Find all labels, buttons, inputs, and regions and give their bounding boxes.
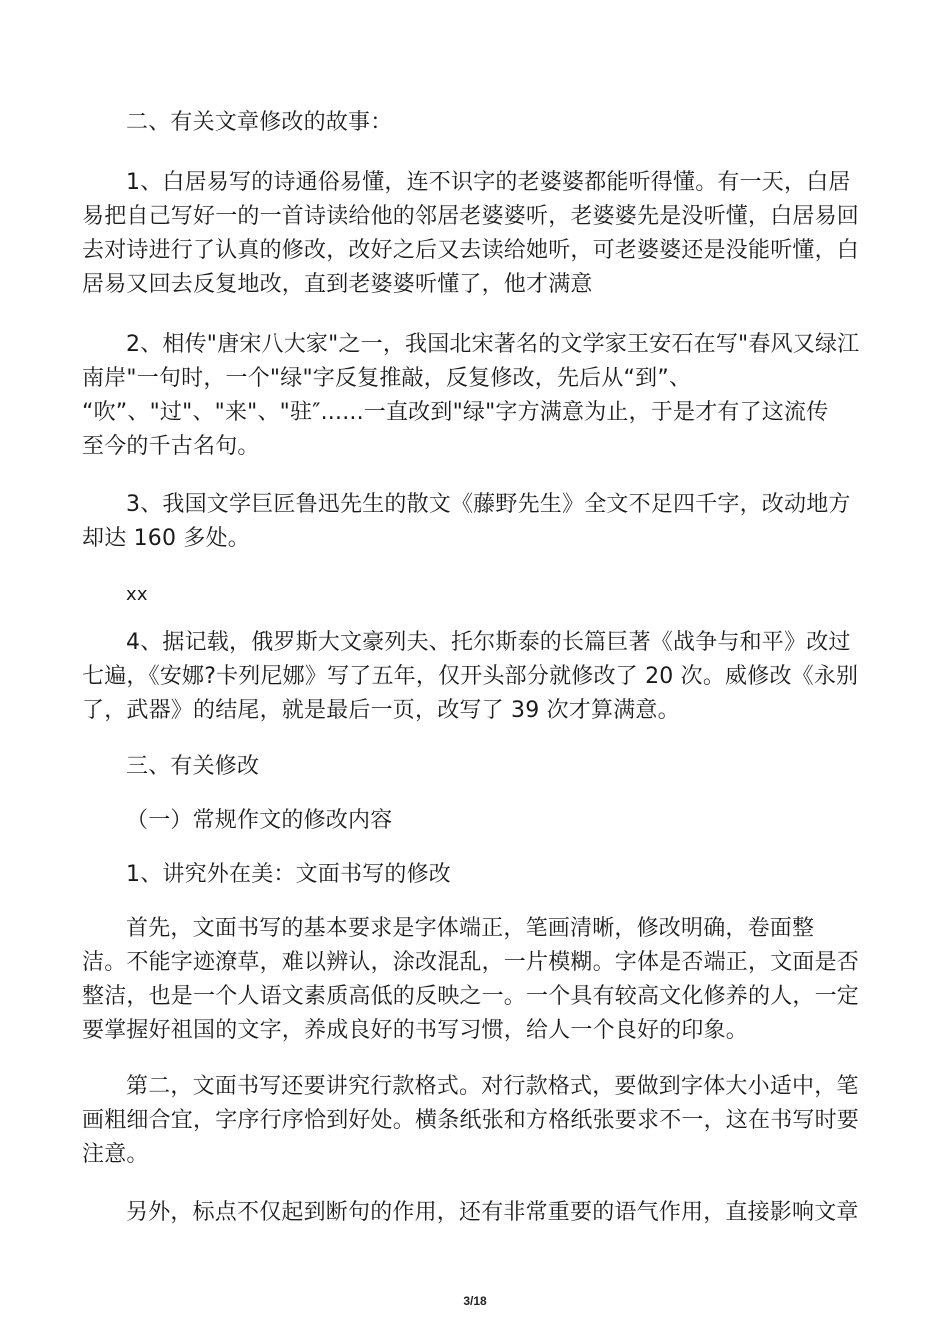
paragraph-line: 首先，文面书写的基本要求是字体端正，笔画清晰，修改明确，卷面整 <box>126 916 815 941</box>
paragraph-line: 注意。 <box>82 1142 149 1167</box>
paragraph-line: 1、白居易写的诗通俗易懂，连不识字的老婆婆都能听得懂。有一天，白居 <box>126 170 851 195</box>
paragraph-line: 4、据记载，俄罗斯大文豪列夫、托尔斯泰的长篇巨著《战争与和平》改过 <box>126 630 851 655</box>
page-number: 3/18 <box>463 1294 487 1308</box>
paragraph-line: 要掌握好祖国的文字，养成良好的书写习惯，给人一个良好的印象。 <box>82 1018 749 1043</box>
paragraph-line: 去对诗进行了认真的修改，改好之后又去读给她听，可老婆婆还是没能听懂，白 <box>82 238 860 263</box>
paragraph-line: 3、我国文学巨匠鲁迅先生的散文《藤野先生》全文不足四千字，改动地方 <box>126 492 851 517</box>
paragraph-line: 七遍，《安娜?卡列尼娜》写了五年，仅开头部分就修改了 20 次。威修改《永别 <box>82 664 859 689</box>
placeholder-text: xx <box>126 584 148 605</box>
paragraph-line: 整洁，也是一个人语文素质高低的反映之一。一个具有较高文化修养的人，一定 <box>82 984 860 1009</box>
paragraph-line: “吹”、"过"、"来"、"驻″......一直改到"绿"字方满意为止，于是才有了这流传 <box>82 400 829 425</box>
paragraph-line: 易把自己写好一的一首诗读给他的邻居老婆婆听，老婆婆先是没听懂，白居易回 <box>82 204 860 229</box>
paragraph-line: 南岸"一句时，一个"绿"字反复推敲，反复修改，先后从“到”、 <box>82 366 692 391</box>
paragraph-line: 至今的千古名句。 <box>82 434 260 459</box>
paragraph-line: 第二，文面书写还要讲究行款格式。对行款格式，要做到字体大小适中，笔 <box>126 1074 859 1099</box>
paragraph-line: 却达 160 多处。 <box>82 526 250 551</box>
paragraph-line: 2、相传"唐宋八大家"之一，我国北宋著名的文学家王安石在写"春风又绿江 <box>126 332 860 357</box>
section-heading: 二、有关文章修改的故事： <box>126 110 393 135</box>
paragraph-line: 另外，标点不仅起到断句的作用，还有非常重要的语气作用，直接影响文章 <box>126 1200 859 1225</box>
subsection-heading: （一）常规作文的修改内容 <box>126 808 393 833</box>
paragraph-line: 居易又回去反复地改，直到老婆婆听懂了，他才满意 <box>82 272 593 297</box>
paragraph-line: 了，武器》的结尾，就是最后一页，改写了 39 次才算满意。 <box>82 698 680 723</box>
section-heading: 三、有关修改 <box>126 754 260 779</box>
paragraph-line: 洁。不能字迹潦草，难以辨认，涂改混乱，一片模糊。字体是否端正，文面是否 <box>82 950 860 975</box>
subsection-heading: 1、讲究外在美：文面书写的修改 <box>126 862 451 887</box>
paragraph-line: 画粗细合宜，字序行序恰到好处。横条纸张和方格纸张要求不一，这在书写时要 <box>82 1108 860 1133</box>
